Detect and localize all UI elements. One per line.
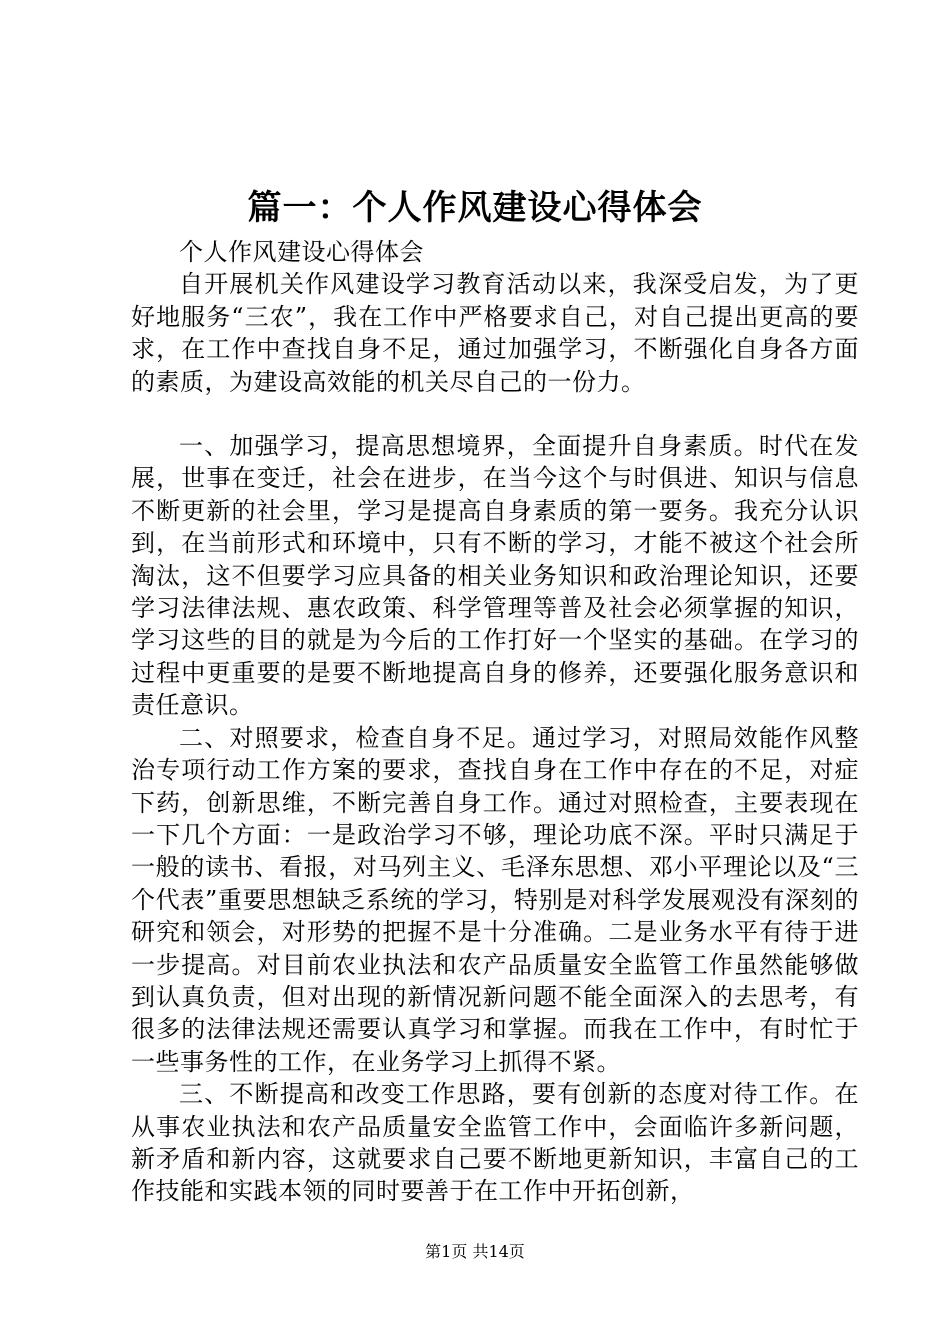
- document-body: [131, 236, 859, 1208]
- document-title: 篇一：个人作风建设心得体会: [247, 188, 703, 228]
- paragraph-section-1: 一、加强学习，提高思想境界，全面提升自身素质。时代在发展，世事在变迁，社会在进步，在当今这个与时俱进、知识与信息不断更新的社会里，学习是提高自身素质的第一要务。我充分认识到，在当前形式和环境中，只有不断的学习，才能不被这个社会所淘汰，这不但要学习应具备的相关业务知识和政治理论知识，还要学习法律法规、惠农政策、科学管理等普及社会必须掌握的知识，学习这些的目的就是为今后的工作打好一个坚实的基础。在学习的过程中更重要的是要不断地提高自身的修养，还要强化服务意识和责任意识。: [131, 432, 859, 720]
- document-subtitle: 个人作风建设心得体会: [179, 238, 424, 266]
- paragraph-spacer: [131, 398, 859, 430]
- paragraph-intro: 自开展机关作风建设学习教育活动以来，我深受启发，为了更好地服务“三农”，我在工作中严格要求自己，对自己提出更高的要求，在工作中查找自身不足，通过加强学习，不断强化自身各方面的素质，为建设高效能的机关尽自己的一份力。: [131, 270, 859, 396]
- paragraph-section-3: 三、不断提高和改变工作思路，要有创新的态度对待工作。在从事农业执法和农产品质量安全监管工作中，会面临许多新问题，新矛盾和新内容，这就要求自己要不断地更新知识，丰富自己的工作技能和实践本领的同时要善于在工作中开拓创新，: [131, 1080, 859, 1206]
- paragraph-section-2: 二、对照要求，检查自身不足。通过学习，对照局效能作风整治专项行动工作方案的要求，查找自身在工作中存在的不足，对症下药，创新思维，不断完善自身工作。通过对照检查，主要表现在一下几个方面：一是政治学习不够，理论功底不深。平时只满足于一般的读书、看报，对马列主义、毛泽东思想、邓小平理论以及“三个代表”重要思想缺乏系统的学习，特别是对科学发展观没有深刻的研究和领会，对形势的把握不是十分准确。二是业务水平有待于进一步提高。对目前农业执法和农产品质量安全监管工作虽然能够做到认真负责，但对出现的新情况新问题不能全面深入的去思考，有很多的法律法规还需要认真学习和掌握。而我在工作中，有时忙于一些事务性的工作，在业务学习上抓得不紧。: [131, 723, 859, 1076]
- page-number-footer: 第1页 共14页: [425, 1242, 525, 1261]
